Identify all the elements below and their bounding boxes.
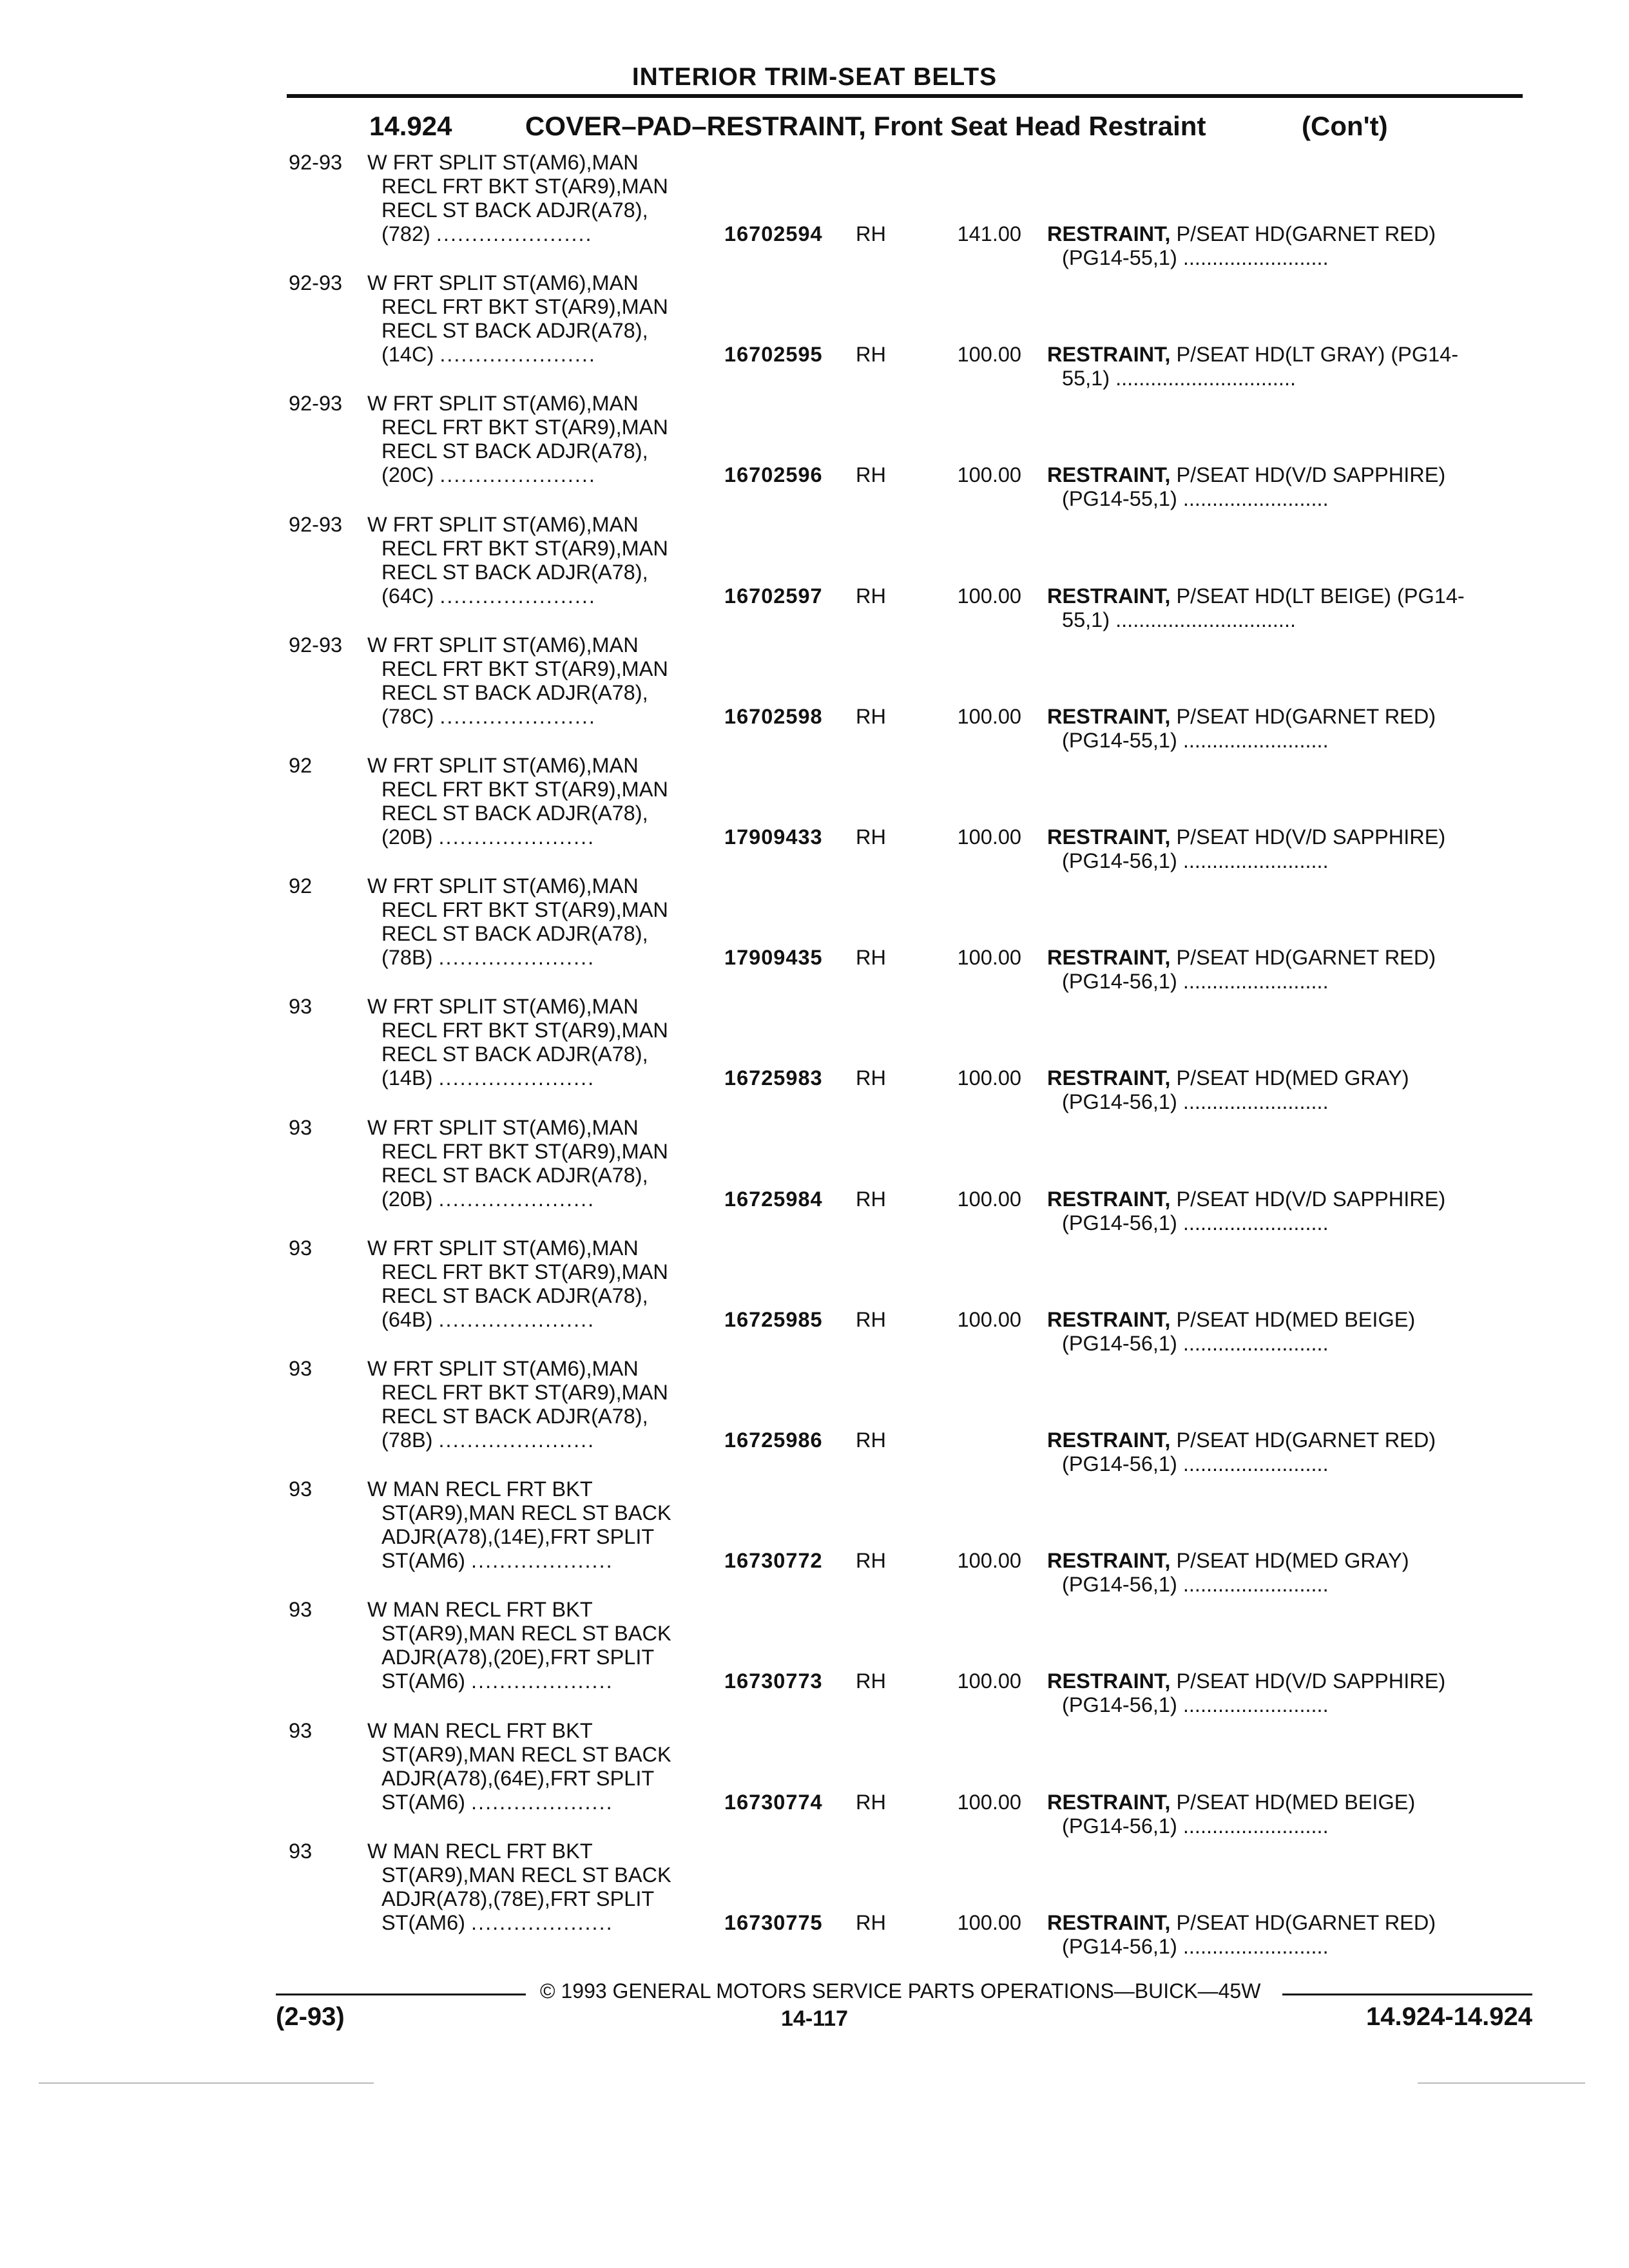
usage-code: (64B)	[381, 1308, 433, 1331]
leader-dots: ......................	[438, 825, 595, 849]
leader-dots: ....................	[471, 1549, 613, 1572]
parts-entry	[0, 633, 1629, 753]
usage-code: (20C)	[381, 463, 434, 486]
model-years: 93	[289, 1357, 313, 1380]
usage-line-2: ST(AR9),MAN RECL ST BACK	[381, 1622, 671, 1645]
restraint-detail: P/SEAT HD(MED GRAY)	[1176, 1066, 1409, 1090]
part-number: 17909433	[724, 825, 823, 849]
restraint-reference: (PG14-55,1) .........................	[1062, 729, 1329, 752]
parts-entry	[0, 1357, 1629, 1477]
restraint-description	[1047, 1428, 1436, 1452]
section-title-rest: Front Seat Head Restraint	[873, 111, 1206, 141]
restraint-name: RESTRAINT,	[1047, 825, 1171, 849]
restraint-detail: P/SEAT HD(GARNET RED)	[1176, 1911, 1436, 1934]
leader-dots: ......................	[438, 1187, 595, 1211]
usage-line-4	[381, 463, 596, 487]
restraint-detail: P/SEAT HD(GARNET RED)	[1176, 222, 1436, 245]
usage-line-1: W FRT SPLIT ST(AM6),MAN	[367, 754, 639, 777]
restraint-name: RESTRAINT,	[1047, 1549, 1171, 1572]
restraint-reference: (PG14-56,1) .........................	[1062, 1452, 1329, 1475]
side: RH	[856, 222, 886, 245]
usage-line-4	[381, 825, 595, 849]
model-years: 93	[289, 1719, 313, 1742]
restraint-detail: P/SEAT HD(V/D SAPPHIRE)	[1176, 1187, 1446, 1211]
restraint-detail: P/SEAT HD(LT BEIGE) (PG14-	[1176, 584, 1465, 608]
header-rule	[287, 94, 1523, 98]
restraint-description	[1047, 1187, 1445, 1211]
model-years: 92-93	[289, 271, 343, 294]
usage-line-3: ADJR(A78),(64E),FRT SPLIT	[381, 1767, 655, 1790]
usage-line-3: RECL ST BACK ADJR(A78),	[381, 1043, 648, 1066]
parts-entry	[0, 1116, 1629, 1236]
scan-smudge	[39, 2082, 374, 2084]
parts-entry	[0, 1236, 1629, 1356]
page-header-title: INTERIOR TRIM-SEAT BELTS	[631, 63, 998, 91]
side: RH	[856, 1428, 886, 1452]
side: RH	[856, 1911, 886, 1934]
usage-code: (20B)	[381, 1187, 433, 1211]
restraint-reference: (PG14-55,1) .........................	[1062, 246, 1329, 269]
usage-line-3: RECL ST BACK ADJR(A78),	[381, 1284, 648, 1307]
parts-entry	[0, 995, 1629, 1115]
usage-line-1: W FRT SPLIT ST(AM6),MAN	[367, 392, 639, 415]
usage-line-2: RECL FRT BKT ST(AR9),MAN	[381, 416, 668, 439]
parts-entry	[0, 513, 1629, 633]
price: 100.00	[957, 584, 1021, 608]
part-number: 16730775	[724, 1911, 823, 1934]
price: 100.00	[957, 1066, 1021, 1090]
usage-code: (64C)	[381, 584, 434, 608]
usage-code: (78B)	[381, 1428, 433, 1452]
part-number: 16702597	[724, 584, 823, 608]
usage-line-2: ST(AR9),MAN RECL ST BACK	[381, 1743, 671, 1766]
part-number: 16725985	[724, 1308, 823, 1331]
restraint-name: RESTRAINT,	[1047, 1669, 1171, 1693]
model-years: 92	[289, 874, 313, 898]
section-title	[525, 111, 1206, 142]
restraint-reference: (PG14-56,1) .........................	[1062, 1090, 1329, 1113]
usage-line-4	[381, 1308, 595, 1332]
restraint-name: RESTRAINT,	[1047, 1791, 1171, 1814]
usage-line-1: W FRT SPLIT ST(AM6),MAN	[367, 1236, 639, 1260]
restraint-detail: P/SEAT HD(V/D SAPPHIRE)	[1176, 463, 1446, 486]
part-number: 16702595	[724, 343, 823, 366]
parts-entry	[0, 392, 1629, 512]
part-number: 16725986	[724, 1428, 823, 1452]
restraint-description	[1047, 1791, 1415, 1814]
restraint-reference: (PG14-56,1) .........................	[1062, 1332, 1329, 1355]
footer-section-range: 14.924-14.924	[1365, 2003, 1532, 2031]
price: 100.00	[957, 1911, 1021, 1934]
price: 100.00	[957, 1669, 1021, 1693]
usage-line-2: RECL FRT BKT ST(AR9),MAN	[381, 295, 668, 318]
restraint-detail: P/SEAT HD(GARNET RED)	[1176, 1428, 1436, 1452]
restraint-description	[1047, 1308, 1415, 1332]
price: 100.00	[957, 825, 1021, 849]
restraint-reference: 55,1) ...............................	[1062, 367, 1296, 390]
part-number: 16702598	[724, 705, 823, 728]
usage-code: (14B)	[381, 1066, 433, 1090]
restraint-detail: P/SEAT HD(GARNET RED)	[1176, 705, 1436, 728]
side: RH	[856, 946, 886, 969]
leader-dots: ......................	[438, 946, 595, 969]
parts-entry	[0, 1598, 1629, 1718]
usage-line-2: RECL FRT BKT ST(AR9),MAN	[381, 537, 668, 560]
usage-line-3: ADJR(A78),(20E),FRT SPLIT	[381, 1646, 655, 1669]
usage-line-4	[381, 1428, 595, 1452]
restraint-reference: (PG14-56,1) .........................	[1062, 849, 1329, 872]
side: RH	[856, 1669, 886, 1693]
side: RH	[856, 1187, 886, 1211]
usage-line-4	[381, 946, 595, 970]
price: 100.00	[957, 1308, 1021, 1331]
restraint-description	[1047, 584, 1465, 608]
usage-code: (14C)	[381, 343, 434, 366]
model-years: 92-93	[289, 392, 343, 415]
restraint-reference: (PG14-56,1) .........................	[1062, 1814, 1329, 1838]
restraint-name: RESTRAINT,	[1047, 343, 1171, 366]
leader-dots: ......................	[438, 1308, 595, 1331]
usage-line-2: RECL FRT BKT ST(AR9),MAN	[381, 175, 668, 198]
restraint-name: RESTRAINT,	[1047, 584, 1171, 608]
model-years: 92	[289, 754, 313, 777]
usage-line-1: W MAN RECL FRT BKT	[367, 1840, 593, 1863]
restraint-name: RESTRAINT,	[1047, 1187, 1171, 1211]
usage-line-1: W FRT SPLIT ST(AM6),MAN	[367, 513, 639, 536]
usage-line-4	[381, 1549, 613, 1573]
restraint-reference: 55,1) ...............................	[1062, 608, 1296, 631]
footer-copyright: © 1993 GENERAL MOTORS SERVICE PARTS OPERATIONS—BUICK—45W	[540, 1979, 1261, 2003]
restraint-description	[1047, 1066, 1409, 1090]
usage-line-4	[381, 1187, 595, 1211]
section-number: 14.924	[369, 111, 452, 141]
usage-line-1: W FRT SPLIT ST(AM6),MAN	[367, 874, 639, 898]
restraint-description	[1047, 705, 1436, 729]
price: 100.00	[957, 946, 1021, 969]
usage-line-3: RECL ST BACK ADJR(A78),	[381, 1405, 648, 1428]
model-years: 93	[289, 1598, 313, 1621]
side: RH	[856, 1308, 886, 1331]
section-title-bold: COVER–PAD–RESTRAINT,	[525, 111, 866, 141]
restraint-description	[1047, 1669, 1445, 1693]
usage-line-2: ST(AR9),MAN RECL ST BACK	[381, 1863, 671, 1887]
restraint-reference: (PG14-55,1) .........................	[1062, 487, 1329, 510]
usage-line-1: W FRT SPLIT ST(AM6),MAN	[367, 1357, 639, 1380]
restraint-reference: (PG14-56,1) .........................	[1062, 1935, 1329, 1958]
parts-entry	[0, 1477, 1629, 1597]
price: 100.00	[957, 1187, 1021, 1211]
side: RH	[856, 1791, 886, 1814]
restraint-reference: (PG14-56,1) .........................	[1062, 1693, 1329, 1716]
usage-line-3: RECL ST BACK ADJR(A78),	[381, 681, 648, 704]
side: RH	[856, 825, 886, 849]
usage-line-1: W MAN RECL FRT BKT	[367, 1719, 593, 1742]
leader-dots: ......................	[438, 1428, 595, 1452]
restraint-detail: P/SEAT HD(GARNET RED)	[1176, 946, 1436, 969]
leader-dots: ......................	[439, 705, 596, 728]
usage-line-1: W FRT SPLIT ST(AM6),MAN	[367, 633, 639, 657]
usage-line-3: RECL ST BACK ADJR(A78),	[381, 802, 648, 825]
footer-rule-right	[1282, 1994, 1532, 1995]
restraint-description	[1047, 222, 1436, 246]
section-continued: (Con't)	[1302, 111, 1388, 141]
part-number: 16730772	[724, 1549, 823, 1572]
usage-line-2: RECL FRT BKT ST(AR9),MAN	[381, 1019, 668, 1042]
usage-line-4	[381, 1911, 613, 1935]
restraint-description	[1047, 1549, 1409, 1573]
restraint-name: RESTRAINT,	[1047, 1911, 1171, 1934]
leader-dots: ......................	[438, 1066, 595, 1090]
leader-dots: ......................	[439, 584, 596, 608]
parts-entry	[0, 874, 1629, 994]
usage-line-1: W FRT SPLIT ST(AM6),MAN	[367, 151, 639, 174]
restraint-detail: P/SEAT HD(MED GRAY)	[1176, 1549, 1409, 1572]
restraint-detail: P/SEAT HD(V/D SAPPHIRE)	[1176, 1669, 1446, 1693]
restraint-reference: (PG14-56,1) .........................	[1062, 1573, 1329, 1596]
part-number: 17909435	[724, 946, 823, 969]
model-years: 93	[289, 1116, 313, 1139]
usage-line-3: RECL ST BACK ADJR(A78),	[381, 922, 648, 945]
parts-entry	[0, 271, 1629, 391]
part-number: 16702594	[724, 222, 823, 245]
usage-line-2: RECL FRT BKT ST(AR9),MAN	[381, 898, 668, 921]
model-years: 93	[289, 995, 313, 1018]
restraint-name: RESTRAINT,	[1047, 1066, 1171, 1090]
side: RH	[856, 1549, 886, 1572]
restraint-detail: P/SEAT HD(MED BEIGE)	[1176, 1308, 1416, 1331]
footer-page-number: 14-117	[781, 2006, 848, 2031]
side: RH	[856, 705, 886, 728]
restraint-description	[1047, 825, 1445, 849]
usage-line-2: RECL FRT BKT ST(AR9),MAN	[381, 1260, 668, 1283]
restraint-description	[1047, 463, 1445, 487]
leader-dots: ......................	[439, 463, 596, 486]
parts-entry	[0, 1840, 1629, 1959]
usage-line-4	[381, 1066, 595, 1090]
model-years: 92-93	[289, 633, 343, 657]
usage-line-1: W FRT SPLIT ST(AM6),MAN	[367, 271, 639, 294]
part-number: 16725983	[724, 1066, 823, 1090]
footer-date: (2-93)	[276, 2003, 345, 2031]
usage-code: (20B)	[381, 825, 433, 849]
usage-line-3: RECL ST BACK ADJR(A78),	[381, 319, 648, 342]
usage-line-1: W MAN RECL FRT BKT	[367, 1477, 593, 1501]
restraint-name: RESTRAINT,	[1047, 946, 1171, 969]
restraint-detail: P/SEAT HD(MED BEIGE)	[1176, 1791, 1416, 1814]
parts-entry	[0, 151, 1629, 271]
restraint-name: RESTRAINT,	[1047, 222, 1171, 245]
usage-line-2: RECL FRT BKT ST(AR9),MAN	[381, 778, 668, 801]
price: 100.00	[957, 463, 1021, 486]
side: RH	[856, 584, 886, 608]
leader-dots: ....................	[471, 1911, 613, 1934]
usage-line-4	[381, 1791, 613, 1814]
usage-line-1: W FRT SPLIT ST(AM6),MAN	[367, 1116, 639, 1139]
leader-dots: ......................	[439, 343, 596, 366]
usage-code: ST(AM6)	[381, 1549, 465, 1572]
model-years: 93	[289, 1840, 313, 1863]
usage-line-2: RECL FRT BKT ST(AR9),MAN	[381, 1140, 668, 1163]
usage-line-4	[381, 1669, 613, 1693]
usage-line-3: RECL ST BACK ADJR(A78),	[381, 561, 648, 584]
price: 100.00	[957, 705, 1021, 728]
restraint-name: RESTRAINT,	[1047, 463, 1171, 486]
model-years: 93	[289, 1236, 313, 1260]
usage-code: ST(AM6)	[381, 1669, 465, 1693]
price: 141.00	[957, 222, 1021, 245]
restraint-name: RESTRAINT,	[1047, 1428, 1171, 1452]
usage-line-2: RECL FRT BKT ST(AR9),MAN	[381, 657, 668, 680]
restraint-detail: P/SEAT HD(LT GRAY) (PG14-	[1176, 343, 1459, 366]
part-number: 16702596	[724, 463, 823, 486]
usage-line-3: RECL ST BACK ADJR(A78),	[381, 198, 648, 222]
leader-dots: ....................	[471, 1791, 613, 1814]
usage-code: (782)	[381, 222, 430, 245]
part-number: 16730773	[724, 1669, 823, 1693]
restraint-name: RESTRAINT,	[1047, 705, 1171, 728]
footer-rule-left	[276, 1994, 526, 1995]
usage-code: ST(AM6)	[381, 1791, 465, 1814]
price: 100.00	[957, 1791, 1021, 1814]
usage-line-3: RECL ST BACK ADJR(A78),	[381, 439, 648, 463]
restraint-description	[1047, 343, 1458, 367]
side: RH	[856, 463, 886, 486]
side: RH	[856, 1066, 886, 1090]
part-number: 16730774	[724, 1791, 823, 1814]
price: 100.00	[957, 1549, 1021, 1572]
usage-line-3: ADJR(A78),(78E),FRT SPLIT	[381, 1887, 655, 1910]
side: RH	[856, 343, 886, 366]
usage-line-4	[381, 343, 596, 367]
parts-entry	[0, 1719, 1629, 1839]
parts-entry	[0, 754, 1629, 874]
usage-line-4	[381, 222, 593, 246]
usage-line-3: RECL ST BACK ADJR(A78),	[381, 1164, 648, 1187]
model-years: 92-93	[289, 513, 343, 536]
usage-line-2: ST(AR9),MAN RECL ST BACK	[381, 1501, 671, 1524]
price: 100.00	[957, 343, 1021, 366]
model-years: 92-93	[289, 151, 343, 174]
restraint-reference: (PG14-56,1) .........................	[1062, 970, 1329, 993]
model-years: 93	[289, 1477, 313, 1501]
usage-line-2: RECL FRT BKT ST(AR9),MAN	[381, 1381, 668, 1404]
restraint-detail: P/SEAT HD(V/D SAPPHIRE)	[1176, 825, 1446, 849]
restraint-description	[1047, 1911, 1436, 1935]
restraint-name: RESTRAINT,	[1047, 1308, 1171, 1331]
part-number: 16725984	[724, 1187, 823, 1211]
usage-line-4	[381, 705, 596, 729]
usage-line-4	[381, 584, 596, 608]
leader-dots: ....................	[471, 1669, 613, 1693]
restraint-reference: (PG14-56,1) .........................	[1062, 1211, 1329, 1235]
usage-line-3: ADJR(A78),(14E),FRT SPLIT	[381, 1525, 655, 1548]
usage-code: (78C)	[381, 705, 434, 728]
usage-code: (78B)	[381, 946, 433, 969]
restraint-description	[1047, 946, 1436, 970]
scan-smudge	[1418, 2082, 1585, 2084]
usage-line-1: W MAN RECL FRT BKT	[367, 1598, 593, 1621]
leader-dots: ......................	[436, 222, 593, 245]
usage-line-1: W FRT SPLIT ST(AM6),MAN	[367, 995, 639, 1018]
usage-code: ST(AM6)	[381, 1911, 465, 1934]
